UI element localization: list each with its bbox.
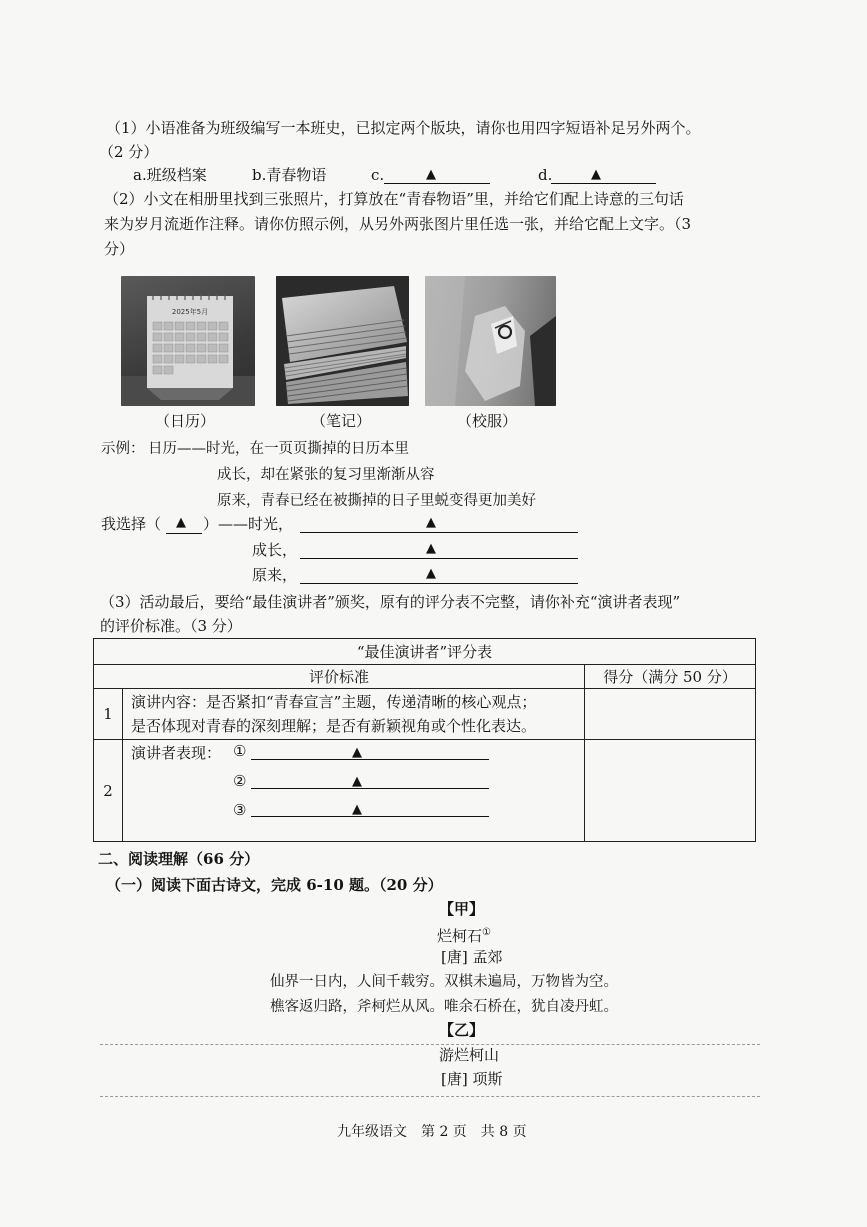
origin-blank[interactable] bbox=[300, 583, 578, 584]
row-2-score-cell[interactable] bbox=[585, 740, 756, 842]
uniform-caption: （校服） bbox=[457, 412, 518, 430]
poem-a-title bbox=[437, 922, 491, 947]
option-c-label: c. bbox=[371, 166, 385, 184]
q2-line3: 分） bbox=[104, 240, 135, 258]
q2-line2: 来为岁月流逝作注释。请你仿照示例，从另外两张图片里任选一张，并给它配上文字。（3 bbox=[104, 215, 692, 233]
col-score-header: 得分（满分 50 分） bbox=[585, 665, 756, 689]
item-3-marker: ③ bbox=[233, 801, 247, 819]
placeholder-triangle-icon: ▲ bbox=[352, 774, 362, 789]
example-line-2: 成长，却在紧张的复习里渐渐从容 bbox=[217, 467, 435, 483]
time-blank[interactable] bbox=[300, 532, 578, 533]
poem-a-title-text: 烂柯石 bbox=[437, 927, 483, 945]
growth-label: 成长， bbox=[252, 541, 298, 559]
notebook-stack-icon bbox=[276, 276, 409, 406]
item-2-blank[interactable] bbox=[251, 788, 489, 789]
poem-a-note-marker: ① bbox=[482, 927, 491, 938]
performance-label: 演讲者表现： bbox=[131, 744, 222, 762]
placeholder-triangle-icon: ▲ bbox=[426, 566, 436, 581]
poem-b-author: [唐] 项斯 bbox=[441, 1070, 503, 1088]
row-1-line-1: 演讲内容：是否紧扣“青春宣言”主题，传递清晰的核心观点； bbox=[131, 693, 537, 711]
fold-line bbox=[100, 1096, 760, 1097]
section-2-sub: （一）阅读下面古诗文，完成 6-10 题。（20 分） bbox=[106, 876, 443, 894]
item-1-marker: ① bbox=[233, 742, 247, 760]
page-footer: 九年级语文 第 2 页 共 8 页 bbox=[337, 1124, 527, 1140]
item-3-blank[interactable] bbox=[251, 816, 489, 817]
q3-line2: 的评价标准。（3 分） bbox=[100, 617, 242, 635]
option-c-blank[interactable] bbox=[384, 183, 490, 184]
q1-text: （1）小语准备为班级编写一本班史，已拟定两个版块，请你也用四字短语补足另外两个。 bbox=[106, 119, 701, 137]
choice-blank[interactable] bbox=[166, 533, 202, 534]
q3-line1: （3）活动最后，要给“最佳演讲者”颁奖，原有的评分表不完整，请你补充“演讲者表现” bbox=[100, 593, 681, 611]
q2-line1: （2）小文在相册里找到三张照片，打算放在“青春物语”里，并给它们配上诗意的三句话 bbox=[104, 190, 684, 208]
calendar-title: 2025年5月 bbox=[171, 308, 209, 316]
placeholder-triangle-icon: ▲ bbox=[352, 802, 362, 817]
poem-a-author: [唐] 孟郊 bbox=[441, 948, 503, 966]
poem-b-tag: 【乙】 bbox=[439, 1021, 485, 1039]
poem-a-tag: 【甲】 bbox=[439, 900, 485, 918]
calendar-caption: （日历） bbox=[155, 412, 216, 430]
placeholder-triangle-icon: ▲ bbox=[426, 541, 436, 556]
origin-label: 原来， bbox=[252, 566, 298, 584]
item-2-marker: ② bbox=[233, 772, 247, 790]
option-d-label: d. bbox=[538, 166, 553, 184]
example-line-1: 日历——时光，在一页页撕掉的日历本里 bbox=[148, 441, 409, 457]
notebook-caption: （笔记） bbox=[311, 412, 372, 430]
choose-suffix: ）——时光， bbox=[203, 515, 294, 533]
poem-b-title: 游烂柯山 bbox=[439, 1046, 500, 1064]
section-2-title: 二、阅读理解（66 分） bbox=[98, 850, 260, 868]
table-title: “最佳演讲者”评分表 bbox=[94, 639, 756, 665]
placeholder-triangle-icon: ▲ bbox=[426, 515, 436, 530]
col-criteria-header: 评价标准 bbox=[94, 665, 585, 689]
row-1-number: 1 bbox=[94, 689, 123, 740]
calendar-icon bbox=[121, 276, 255, 406]
poem-a-line-1: 仙界一日内，人间千载穷。双棋未遍局，万物皆为空。 bbox=[270, 974, 618, 990]
uniform-icon bbox=[425, 276, 556, 406]
row-1-criteria bbox=[123, 689, 585, 740]
example-label: 示例： bbox=[101, 441, 145, 457]
row-2-number: 2 bbox=[94, 740, 123, 842]
growth-blank[interactable] bbox=[300, 558, 578, 559]
row-1-score-cell[interactable] bbox=[585, 689, 756, 740]
placeholder-triangle-icon: ▲ bbox=[176, 515, 186, 530]
placeholder-triangle-icon: ▲ bbox=[426, 167, 436, 182]
row-1-line-2: 是否体现对青春的深刻理解；是否有新颖视角或个性化表达。 bbox=[131, 717, 537, 735]
option-a: a.班级档案 bbox=[133, 166, 207, 184]
example-line-3: 原来，青春已经在被撕掉的日子里蜕变得更加美好 bbox=[217, 493, 536, 509]
placeholder-triangle-icon: ▲ bbox=[591, 167, 601, 182]
notebook-photo bbox=[276, 276, 409, 406]
fold-line bbox=[100, 1044, 760, 1045]
poem-a-line-2: 樵客返归路，斧柯烂从风。唯余石桥在，犹自凌丹虹。 bbox=[270, 999, 618, 1015]
placeholder-triangle-icon: ▲ bbox=[352, 745, 362, 760]
choose-prefix: 我选择（ bbox=[101, 515, 162, 533]
option-d-blank[interactable] bbox=[551, 183, 656, 184]
item-1-blank[interactable] bbox=[251, 759, 489, 760]
uniform-photo bbox=[425, 276, 556, 406]
calendar-photo bbox=[121, 276, 255, 406]
q1-score: （2 分） bbox=[99, 143, 159, 161]
score-table bbox=[93, 638, 756, 842]
option-b: b.青春物语 bbox=[252, 166, 327, 184]
row-2-criteria bbox=[123, 740, 585, 842]
